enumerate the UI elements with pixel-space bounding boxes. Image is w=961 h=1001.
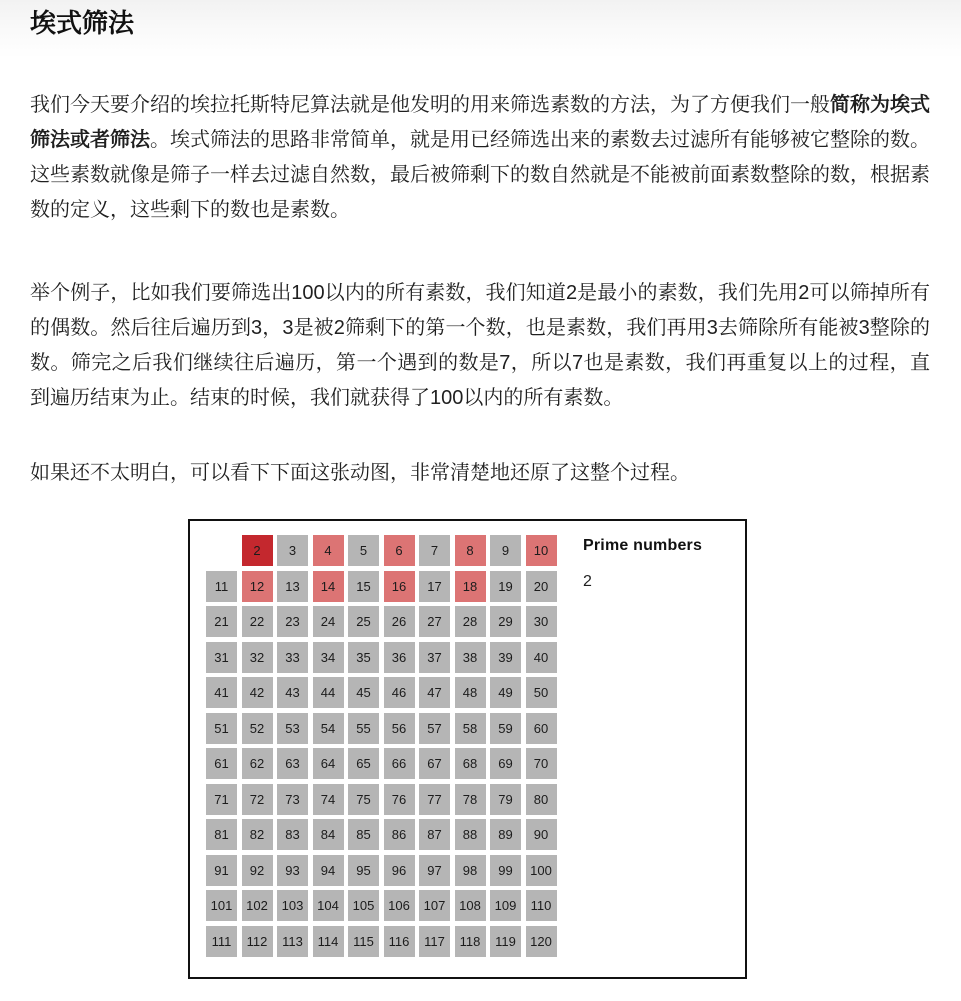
grid-cell-22: 22: [242, 606, 273, 637]
grid-cell-96: 96: [384, 855, 415, 886]
grid-cell-23: 23: [277, 606, 308, 637]
found-prime: 2: [583, 573, 592, 590]
grid-cell-5: 5: [348, 535, 379, 566]
grid-cell-14: 14: [313, 571, 344, 602]
grid-cell-60: 60: [526, 713, 557, 744]
grid-cell-13: 13: [277, 571, 308, 602]
grid-cell-111: 111: [206, 926, 237, 957]
intro-text-rest: 。埃式筛法的思路非常简单，就是用已经筛选出来的素数去过滤所有能够被它整除的数。这些素数就像是筛子一样去过滤自然数，最后被筛剩下的数自然就是不能被前面素数整除的数，根据素数的定义，这些剩下的数也是素数。: [30, 129, 930, 221]
grid-cell-100: 100: [526, 855, 557, 886]
grid-cell-44: 44: [313, 677, 344, 708]
article-content: [0, 88, 961, 979]
grid-cell-93: 93: [277, 855, 308, 886]
grid-cell-74: 74: [313, 784, 344, 815]
grid-cell-8: 8: [455, 535, 486, 566]
grid-cell-40: 40: [526, 642, 557, 673]
grid-cell-119: 119: [490, 926, 521, 957]
grid-cell-47: 47: [419, 677, 450, 708]
grid-cell-115: 115: [348, 926, 379, 957]
grid-cell-70: 70: [526, 748, 557, 779]
grid-cell-12: 12: [242, 571, 273, 602]
grid-cell-38: 38: [455, 642, 486, 673]
grid-cell-46: 46: [384, 677, 415, 708]
grid-cell-29: 29: [490, 606, 521, 637]
grid-cell-3: 3: [277, 535, 308, 566]
grid-cell-71: 71: [206, 784, 237, 815]
grid-cell-99: 99: [490, 855, 521, 886]
grid-cell-82: 82: [242, 819, 273, 850]
grid-cell-79: 79: [490, 784, 521, 815]
grid-cell-86: 86: [384, 819, 415, 850]
grid-cell-77: 77: [419, 784, 450, 815]
grid-cell-53: 53: [277, 713, 308, 744]
grid-cell-120: 120: [526, 926, 557, 957]
grid-cell-91: 91: [206, 855, 237, 886]
grid-cell-72: 72: [242, 784, 273, 815]
grid-cell-32: 32: [242, 642, 273, 673]
intro-text-lead: 我们今天要介绍的埃拉托斯特尼算法就是他发明的用来筛选素数的方法，为了方便我们一般: [30, 94, 830, 116]
grid-cell-24: 24: [313, 606, 344, 637]
grid-cell-59: 59: [490, 713, 521, 744]
grid-cell-28: 28: [455, 606, 486, 637]
grid-cell-76: 76: [384, 784, 415, 815]
grid-cell-51: 51: [206, 713, 237, 744]
grid-cell-92: 92: [242, 855, 273, 886]
grid-cell-55: 55: [348, 713, 379, 744]
grid-cell-109: 109: [490, 890, 521, 921]
grid-cell-78: 78: [455, 784, 486, 815]
grid-cell-85: 85: [348, 819, 379, 850]
page-header: [0, 0, 961, 58]
grid-cell-6: 6: [384, 535, 415, 566]
grid-cell-9: 9: [490, 535, 521, 566]
grid-cell-27: 27: [419, 606, 450, 637]
grid-cell-18: 18: [455, 571, 486, 602]
grid-cell-94: 94: [313, 855, 344, 886]
grid-cell-20: 20: [526, 571, 557, 602]
grid-cell-105: 105: [348, 890, 379, 921]
grid-cell-35: 35: [348, 642, 379, 673]
grid-cell-4: 4: [313, 535, 344, 566]
intro-text-bold: 简称为埃式筛法或者筛法: [30, 94, 930, 151]
grid-cell-39: 39: [490, 642, 521, 673]
grid-cell-90: 90: [526, 819, 557, 850]
paragraph-gif-note: 如果还不太明白，可以看下下面这张动图，非常清楚地还原了这整个过程。: [30, 462, 690, 484]
grid-cell-68: 68: [455, 748, 486, 779]
grid-cell-67: 67: [419, 748, 450, 779]
grid-cell-17: 17: [419, 571, 450, 602]
grid-cell-69: 69: [490, 748, 521, 779]
sieve-animation-figure: [188, 519, 747, 979]
grid-cell-37: 37: [419, 642, 450, 673]
grid-cell-34: 34: [313, 642, 344, 673]
grid-cell-101: 101: [206, 890, 237, 921]
grid-cell-80: 80: [526, 784, 557, 815]
grid-cell-110: 110: [526, 890, 557, 921]
grid-cell-43: 43: [277, 677, 308, 708]
grid-cell-16: 16: [384, 571, 415, 602]
grid-cell-112: 112: [242, 926, 273, 957]
grid-cell-7: 7: [419, 535, 450, 566]
grid-cell-63: 63: [277, 748, 308, 779]
grid-cell-58: 58: [455, 713, 486, 744]
grid-cell-57: 57: [419, 713, 450, 744]
grid-cell-blank: [206, 535, 237, 566]
grid-cell-66: 66: [384, 748, 415, 779]
grid-cell-49: 49: [490, 677, 521, 708]
grid-cell-36: 36: [384, 642, 415, 673]
grid-cell-54: 54: [313, 713, 344, 744]
grid-cell-97: 97: [419, 855, 450, 886]
grid-cell-88: 88: [455, 819, 486, 850]
grid-cell-114: 114: [313, 926, 344, 957]
grid-cell-81: 81: [206, 819, 237, 850]
prime-legend: [583, 537, 702, 591]
grid-cell-19: 19: [490, 571, 521, 602]
grid-cell-65: 65: [348, 748, 379, 779]
grid-cell-21: 21: [206, 606, 237, 637]
grid-cell-41: 41: [206, 677, 237, 708]
grid-cell-56: 56: [384, 713, 415, 744]
grid-cell-118: 118: [455, 926, 486, 957]
grid-cell-106: 106: [384, 890, 415, 921]
grid-cell-103: 103: [277, 890, 308, 921]
grid-cell-48: 48: [455, 677, 486, 708]
grid-cell-52: 52: [242, 713, 273, 744]
grid-cell-25: 25: [348, 606, 379, 637]
grid-cell-75: 75: [348, 784, 379, 815]
page-title: 埃式筛法: [30, 8, 135, 38]
grid-cell-117: 117: [419, 926, 450, 957]
grid-cell-15: 15: [348, 571, 379, 602]
grid-cell-89: 89: [490, 819, 521, 850]
grid-cell-64: 64: [313, 748, 344, 779]
grid-cell-73: 73: [277, 784, 308, 815]
grid-cell-11: 11: [206, 571, 237, 602]
grid-cell-33: 33: [277, 642, 308, 673]
prime-legend-title: Prime numbers: [583, 537, 703, 554]
grid-cell-26: 26: [384, 606, 415, 637]
grid-cell-116: 116: [384, 926, 415, 957]
grid-cell-31: 31: [206, 642, 237, 673]
grid-cell-2: 2: [242, 535, 273, 566]
grid-cell-30: 30: [526, 606, 557, 637]
grid-cell-83: 83: [277, 819, 308, 850]
grid-cell-95: 95: [348, 855, 379, 886]
prime-legend-values: [583, 573, 702, 591]
grid-cell-107: 107: [419, 890, 450, 921]
grid-cell-87: 87: [419, 819, 450, 850]
grid-cell-102: 102: [242, 890, 273, 921]
grid-cell-42: 42: [242, 677, 273, 708]
grid-cell-108: 108: [455, 890, 486, 921]
grid-cell-104: 104: [313, 890, 344, 921]
grid-cell-50: 50: [526, 677, 557, 708]
grid-cell-10: 10: [526, 535, 557, 566]
grid-cell-98: 98: [455, 855, 486, 886]
number-grid: [206, 535, 557, 957]
grid-cell-45: 45: [348, 677, 379, 708]
grid-cell-113: 113: [277, 926, 308, 957]
grid-cell-62: 62: [242, 748, 273, 779]
grid-cell-84: 84: [313, 819, 344, 850]
paragraph-example: 举个例子，比如我们要筛选出100以内的所有素数，我们知道2是最小的素数，我们先用2可以筛掉所有的偶数。然后往后遍历到3，3是被2筛剩下的第一个数，也是素数，我们再用3去筛除所有能被3整除的数。筛完之后我们继续往后遍历，第一个遇到的数是7，所以7也是素数，我们再重复以上的过程，直到遍历结束为止。结束的时候，我们就获得了100以内的所有素数。: [30, 282, 930, 409]
grid-cell-61: 61: [206, 748, 237, 779]
paragraph-intro: [30, 88, 930, 228]
